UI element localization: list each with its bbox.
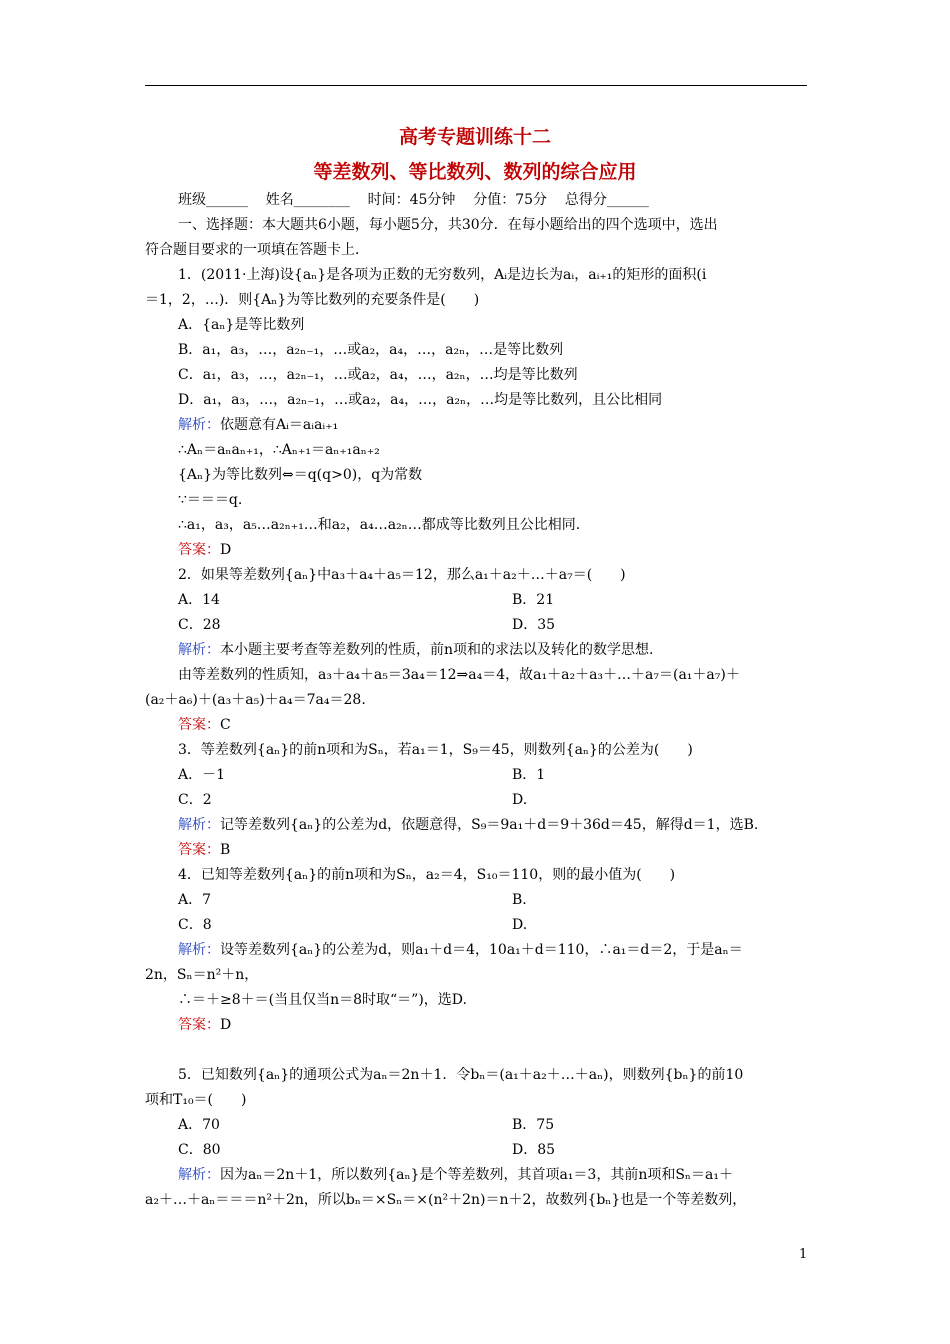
text-line bbox=[178, 365, 578, 385]
line-text: B. bbox=[512, 892, 527, 908]
text-line bbox=[178, 1015, 231, 1035]
line-text: A．{aₙ}是等比数列 bbox=[178, 317, 305, 333]
line-text: B．21 bbox=[512, 592, 555, 608]
line-text: A．70 bbox=[178, 1117, 220, 1133]
text-line bbox=[178, 1065, 743, 1085]
text-line bbox=[178, 490, 242, 510]
line-text: ＝1，2，…)．则{Aₙ}为等比数列的充要条件是( ) bbox=[145, 292, 480, 308]
text-line bbox=[178, 340, 563, 360]
text-line bbox=[178, 590, 220, 610]
line-text: C．2 bbox=[178, 792, 212, 808]
answer-label: 答案： bbox=[178, 542, 220, 558]
text-line bbox=[512, 890, 527, 910]
line-text: B．75 bbox=[512, 1117, 555, 1133]
text-line bbox=[178, 415, 338, 435]
text-line bbox=[178, 1140, 221, 1160]
text-line bbox=[178, 1165, 733, 1185]
line-text: A．－1 bbox=[178, 767, 226, 783]
line-text: ∴a₁，a₃，a₅…a₂ₙ₊₁…和a₂，a₄…a₂ₙ…都成等比数列且公比相同. bbox=[178, 517, 581, 533]
text-line bbox=[178, 790, 212, 810]
line-text: C bbox=[220, 717, 231, 733]
text-line bbox=[178, 990, 467, 1010]
line-text: 符合题目要求的一项填在答题卡上． bbox=[145, 242, 369, 258]
analysis-label: 解析： bbox=[178, 817, 220, 833]
text-line bbox=[178, 1115, 220, 1135]
text-line bbox=[512, 1115, 554, 1135]
text-line bbox=[178, 915, 212, 935]
line-text: D. bbox=[512, 917, 528, 933]
analysis-label: 解析： bbox=[178, 642, 220, 658]
text-line bbox=[178, 565, 626, 585]
line-text: a₂＋…＋aₙ＝＝＝n²＋2n，所以bₙ＝×Sₙ＝×(n²＋2n)＝n＋2，故数列{bₙ}也是一个等差数列， bbox=[145, 1192, 747, 1208]
text-line bbox=[178, 390, 662, 410]
text-line bbox=[178, 515, 580, 535]
line-text: B bbox=[220, 842, 231, 858]
text-line bbox=[178, 765, 225, 785]
text-line bbox=[178, 440, 380, 460]
text-line bbox=[178, 715, 231, 735]
text-line bbox=[145, 965, 258, 985]
analysis-label: 解析： bbox=[178, 417, 220, 433]
line-text: D bbox=[220, 1017, 232, 1033]
analysis-label: 解析： bbox=[178, 942, 220, 958]
text-line bbox=[512, 1140, 555, 1160]
text-line bbox=[178, 815, 758, 835]
line-text: D．a₁，a₃，…，a₂ₙ₋₁，…或a₂，a₄，…，a₂ₙ，…均是等比数列，且公比相同 bbox=[178, 392, 663, 408]
line-text: B．a₁，a₃，…，a₂ₙ₋₁，…或a₂，a₄，…，a₂ₙ，…是等比数列 bbox=[178, 342, 564, 358]
line-text: D. bbox=[512, 792, 528, 808]
line-text: 3．等差数列{aₙ}的前n项和为Sₙ，若a₁＝1，S₉＝45，则数列{aₙ}的公差为( ) bbox=[178, 742, 693, 758]
text-line bbox=[145, 1190, 746, 1210]
text-line bbox=[512, 765, 545, 785]
line-text: 5．已知数列{aₙ}的通项公式为aₙ＝2n＋1．令bₙ＝(a₁＋a₂＋…＋aₙ)，则数列{bₙ}的前10 bbox=[178, 1067, 744, 1083]
line-text: 2．如果等差数列{aₙ}中a₃＋a₄＋a₅＝12，那么a₁＋a₂＋…＋a₇＝( ) bbox=[178, 567, 626, 583]
page-title: 高考专题训练十二 bbox=[398, 126, 551, 148]
text-line bbox=[178, 640, 653, 660]
text-line bbox=[178, 465, 422, 485]
text-line bbox=[178, 840, 230, 860]
line-text: D．35 bbox=[512, 617, 556, 633]
answer-label: 答案： bbox=[178, 717, 220, 733]
student-info-line: 班级______ 姓名________ 时间：45分钟 分值：75分 总得分______ bbox=[178, 192, 649, 208]
line-text: 设等差数列{aₙ}的公差为d，则a₁＋d＝4，10a₁＋d＝110，∴a₁＝d＝2，于是aₙ＝ bbox=[220, 942, 743, 958]
text-line bbox=[178, 865, 675, 885]
line-text: ∴Aₙ＝aₙaₙ₊₁，∴Aₙ₊₁＝aₙ₊₁aₙ₊₂ bbox=[178, 442, 380, 458]
line-text: 依题意有Aᵢ＝aᵢaᵢ₊₁ bbox=[220, 417, 339, 433]
text-line bbox=[178, 615, 221, 635]
text-line bbox=[178, 265, 706, 285]
text-line bbox=[512, 590, 554, 610]
text-line bbox=[178, 215, 718, 235]
line-text: 2n，Sₙ＝n²＋n， bbox=[145, 967, 259, 983]
line-text: ∵＝＝＝q. bbox=[178, 492, 243, 508]
text-line bbox=[178, 540, 231, 560]
line-text: 本小题主要考查等差数列的性质，前n项和的求法以及转化的数学思想. bbox=[220, 642, 654, 658]
text-line bbox=[145, 1090, 247, 1110]
line-text: 一、选择题：本大题共6小题，每小题5分，共30分．在每小题给出的四个选项中，选出 bbox=[178, 217, 718, 233]
line-text: 记等差数列{aₙ}的公差为d，依题意得，S₉＝9a₁＋d＝9＋36d＝45，解得d＝1，选B. bbox=[220, 817, 759, 833]
line-text: B．1 bbox=[512, 767, 546, 783]
line-text: D bbox=[220, 542, 232, 558]
header-rule bbox=[145, 85, 807, 86]
line-text: 因为aₙ＝2n＋1，所以数列{aₙ}是个等差数列，其首项a₁＝3，其前n项和Sₙ＝a₁＋ bbox=[220, 1167, 733, 1183]
line-text: 4．已知等差数列{aₙ}的前n项和为Sₙ，a₂＝4，S₁₀＝110，则的最小值为( ) bbox=[178, 867, 676, 883]
line-text: ∴＝＋≥8＋＝(当且仅当n＝8时取“＝”)，选D. bbox=[178, 992, 467, 1008]
line-text: C．8 bbox=[178, 917, 212, 933]
line-text: 项和T₁₀＝( ) bbox=[145, 1092, 247, 1108]
text-line bbox=[178, 940, 743, 960]
line-text: 由等差数列的性质知，a₃＋a₄＋a₅＝3a₄＝12⇒a₄＝4，故a₁＋a₂＋a₃＋…＋a₇＝(a₁＋a₇)＋ bbox=[178, 667, 740, 683]
text-line bbox=[178, 665, 740, 685]
text-line bbox=[145, 690, 366, 710]
text-line bbox=[178, 315, 304, 335]
line-text: C．28 bbox=[178, 617, 221, 633]
text-line bbox=[178, 740, 693, 760]
text-line bbox=[512, 790, 527, 810]
line-text: C．a₁，a₃，…，a₂ₙ₋₁，…或a₂，a₄，…，a₂ₙ，…均是等比数列 bbox=[178, 367, 578, 383]
text-line bbox=[145, 290, 479, 310]
line-text: (a₂＋a₆)＋(a₃＋a₅)＋a₄＝7a₄＝28. bbox=[145, 692, 366, 708]
line-text: A．7 bbox=[178, 892, 212, 908]
line-text: D．85 bbox=[512, 1142, 556, 1158]
answer-label: 答案： bbox=[178, 842, 220, 858]
text-line bbox=[512, 915, 527, 935]
text-line bbox=[145, 240, 369, 260]
line-text: {Aₙ}为等比数列⇔＝q(q>0)，q为常数 bbox=[178, 467, 423, 483]
page-number: 1 bbox=[799, 1247, 808, 1262]
analysis-label: 解析： bbox=[178, 1167, 220, 1183]
line-text: A．14 bbox=[178, 592, 220, 608]
answer-label: 答案： bbox=[178, 1017, 220, 1033]
text-line bbox=[512, 615, 555, 635]
line-text: C．80 bbox=[178, 1142, 221, 1158]
line-text: 1．(2011·上海)设{aₙ}是各项为正数的无穷数列，Aᵢ是边长为aᵢ，aᵢ₊₁的矩形的面积(i bbox=[178, 267, 707, 283]
page-subtitle: 等差数列、等比数列、数列的综合应用 bbox=[313, 161, 637, 183]
text-line bbox=[178, 890, 211, 910]
